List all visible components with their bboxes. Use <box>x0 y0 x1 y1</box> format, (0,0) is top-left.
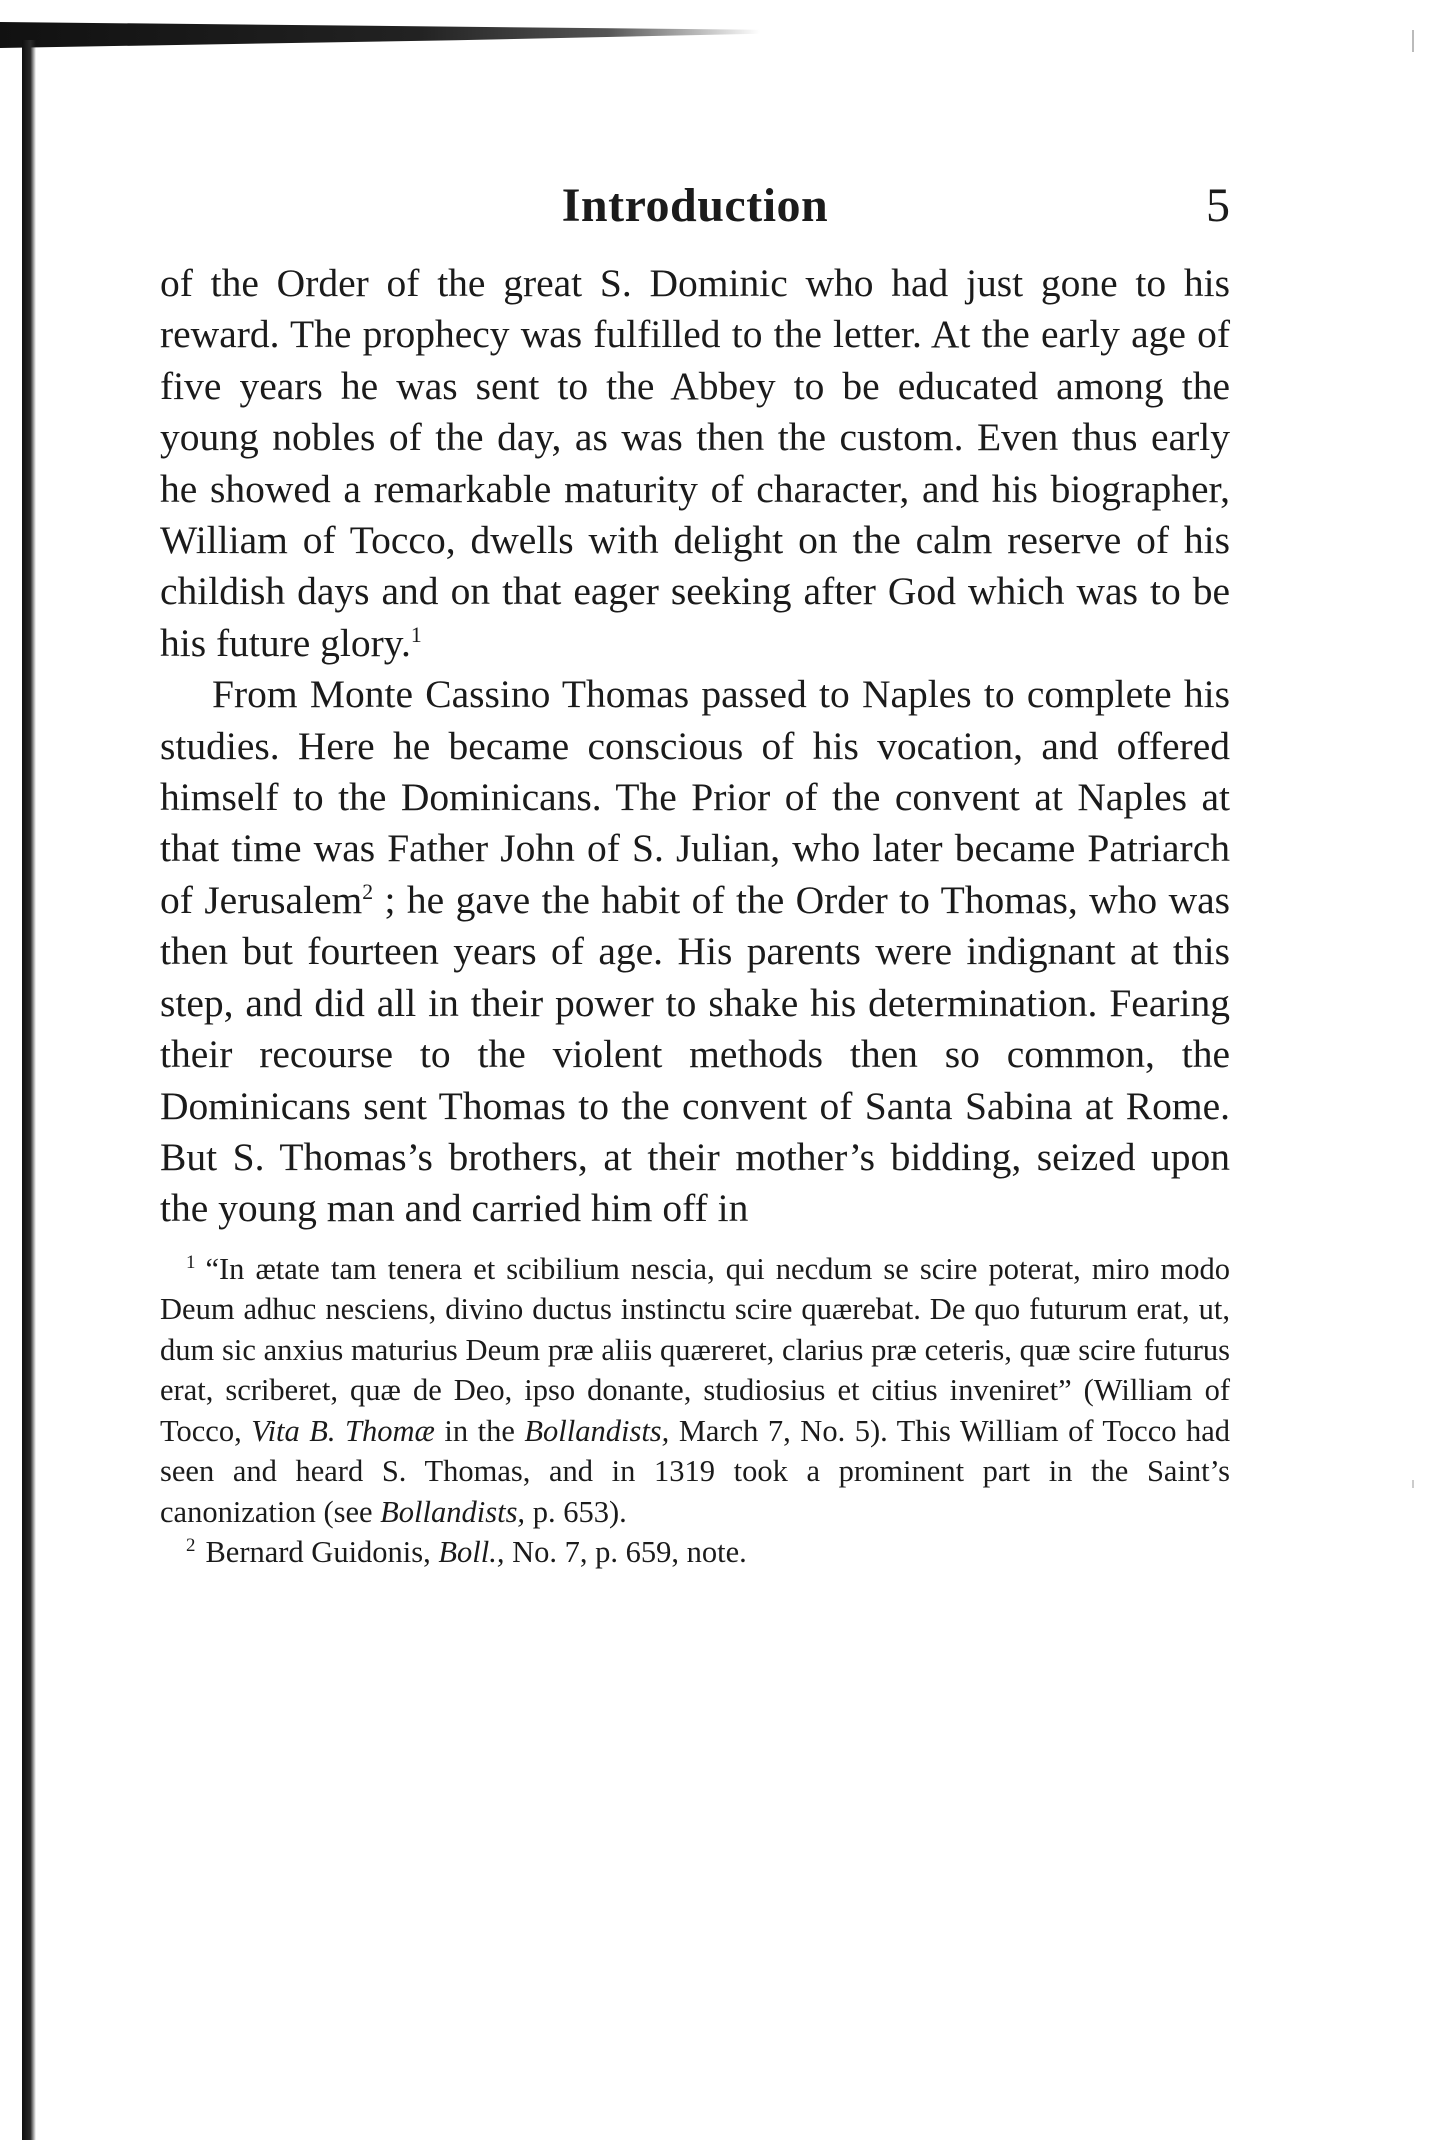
scan-top-edge-shadow <box>0 22 760 48</box>
footnote-reference: 2 <box>362 879 374 904</box>
footnote-italic: Bollandists, <box>524 1413 670 1448</box>
footnote-text: in the <box>444 1413 515 1448</box>
paragraph <box>160 258 1230 669</box>
page-title: Introduction <box>561 179 829 232</box>
paragraph <box>160 669 1230 1234</box>
footnote-reference: 1 <box>410 622 422 647</box>
footnote-italic: Vita B. Thomæ <box>251 1413 435 1448</box>
book-page <box>160 178 1230 1573</box>
footnote-text: March 7, No. 5). This William of Tocco had seen and heard S. Thomas, and in 1319 took a prominent part in the Saint’s canonization (see <box>160 1413 1231 1529</box>
body-text <box>160 258 1230 1235</box>
footnote-text: p. 653). <box>532 1494 627 1529</box>
footnote-mark: 2 <box>186 1535 196 1557</box>
scan-speck <box>1412 30 1414 52</box>
footnote-text: Bernard Guidonis, <box>205 1535 431 1570</box>
paragraph-text: ; he gave the habit of the Order to Thomas, who was then but fourteen years of age. His parents were indignant at this step, and did all in their power to shake his determination. Fearing their recourse to the violent methods then so common, the Dominicans sent Thomas to the convent of Santa Sabina at Rome. But S. Thomas’s brothers, at their mother’s bidding, seized upon the young man and carried him off in <box>160 877 1230 1231</box>
footnotes <box>160 1249 1230 1573</box>
scan-left-edge-shadow <box>22 40 36 2140</box>
footnote-text: No. 7, p. 659, note. <box>512 1535 747 1570</box>
paragraph-text: of the Order of the great S. Dominic who had just gone to his reward. The prophecy was fulfilled to the letter. At the early age of five years he was sent to the Abbey to be educated among the young nobles of the day, as was then the custom. Even thus early he showed a remarkable maturity of character, and his biographer, William of Tocco, dwells with delight on the calm reserve of his childish days and on that eager seeking after God which was to be his future glory. <box>160 261 1230 665</box>
footnote-text: “In ætate tam tenera et scibilium nescia, qui necdum se scire poterat, miro modo Deum adhuc nesciens, divino ductus instinctu scire quærebat. De quo futurum erat, ut, dum sic anxius maturius Deum præ aliis quæreret, clarius præ ceteris, quæ scire futurus erat, scriberet, quæ de Deo, ipso donante, studiosius et citius inveniret” (William of Tocco, <box>160 1251 1230 1448</box>
running-head <box>160 178 1230 248</box>
page-number: 5 <box>1206 179 1230 232</box>
footnote-italic: Bollandists, <box>380 1494 526 1529</box>
footnote <box>160 1249 1230 1533</box>
footnote-mark: 1 <box>186 1251 196 1273</box>
paragraph-text: From Monte Cassino Thomas passed to Naples to complete his studies. Here he became conscious of his vocation, and offered himself to the Dominicans. The Prior of the convent at Naples at that time was Father John of S. Julian, who later became Patriarch of Jerusalem <box>160 672 1230 922</box>
scan-speck <box>1412 1480 1414 1488</box>
footnote <box>160 1532 1230 1573</box>
footnote-italic: Boll., <box>438 1535 505 1570</box>
